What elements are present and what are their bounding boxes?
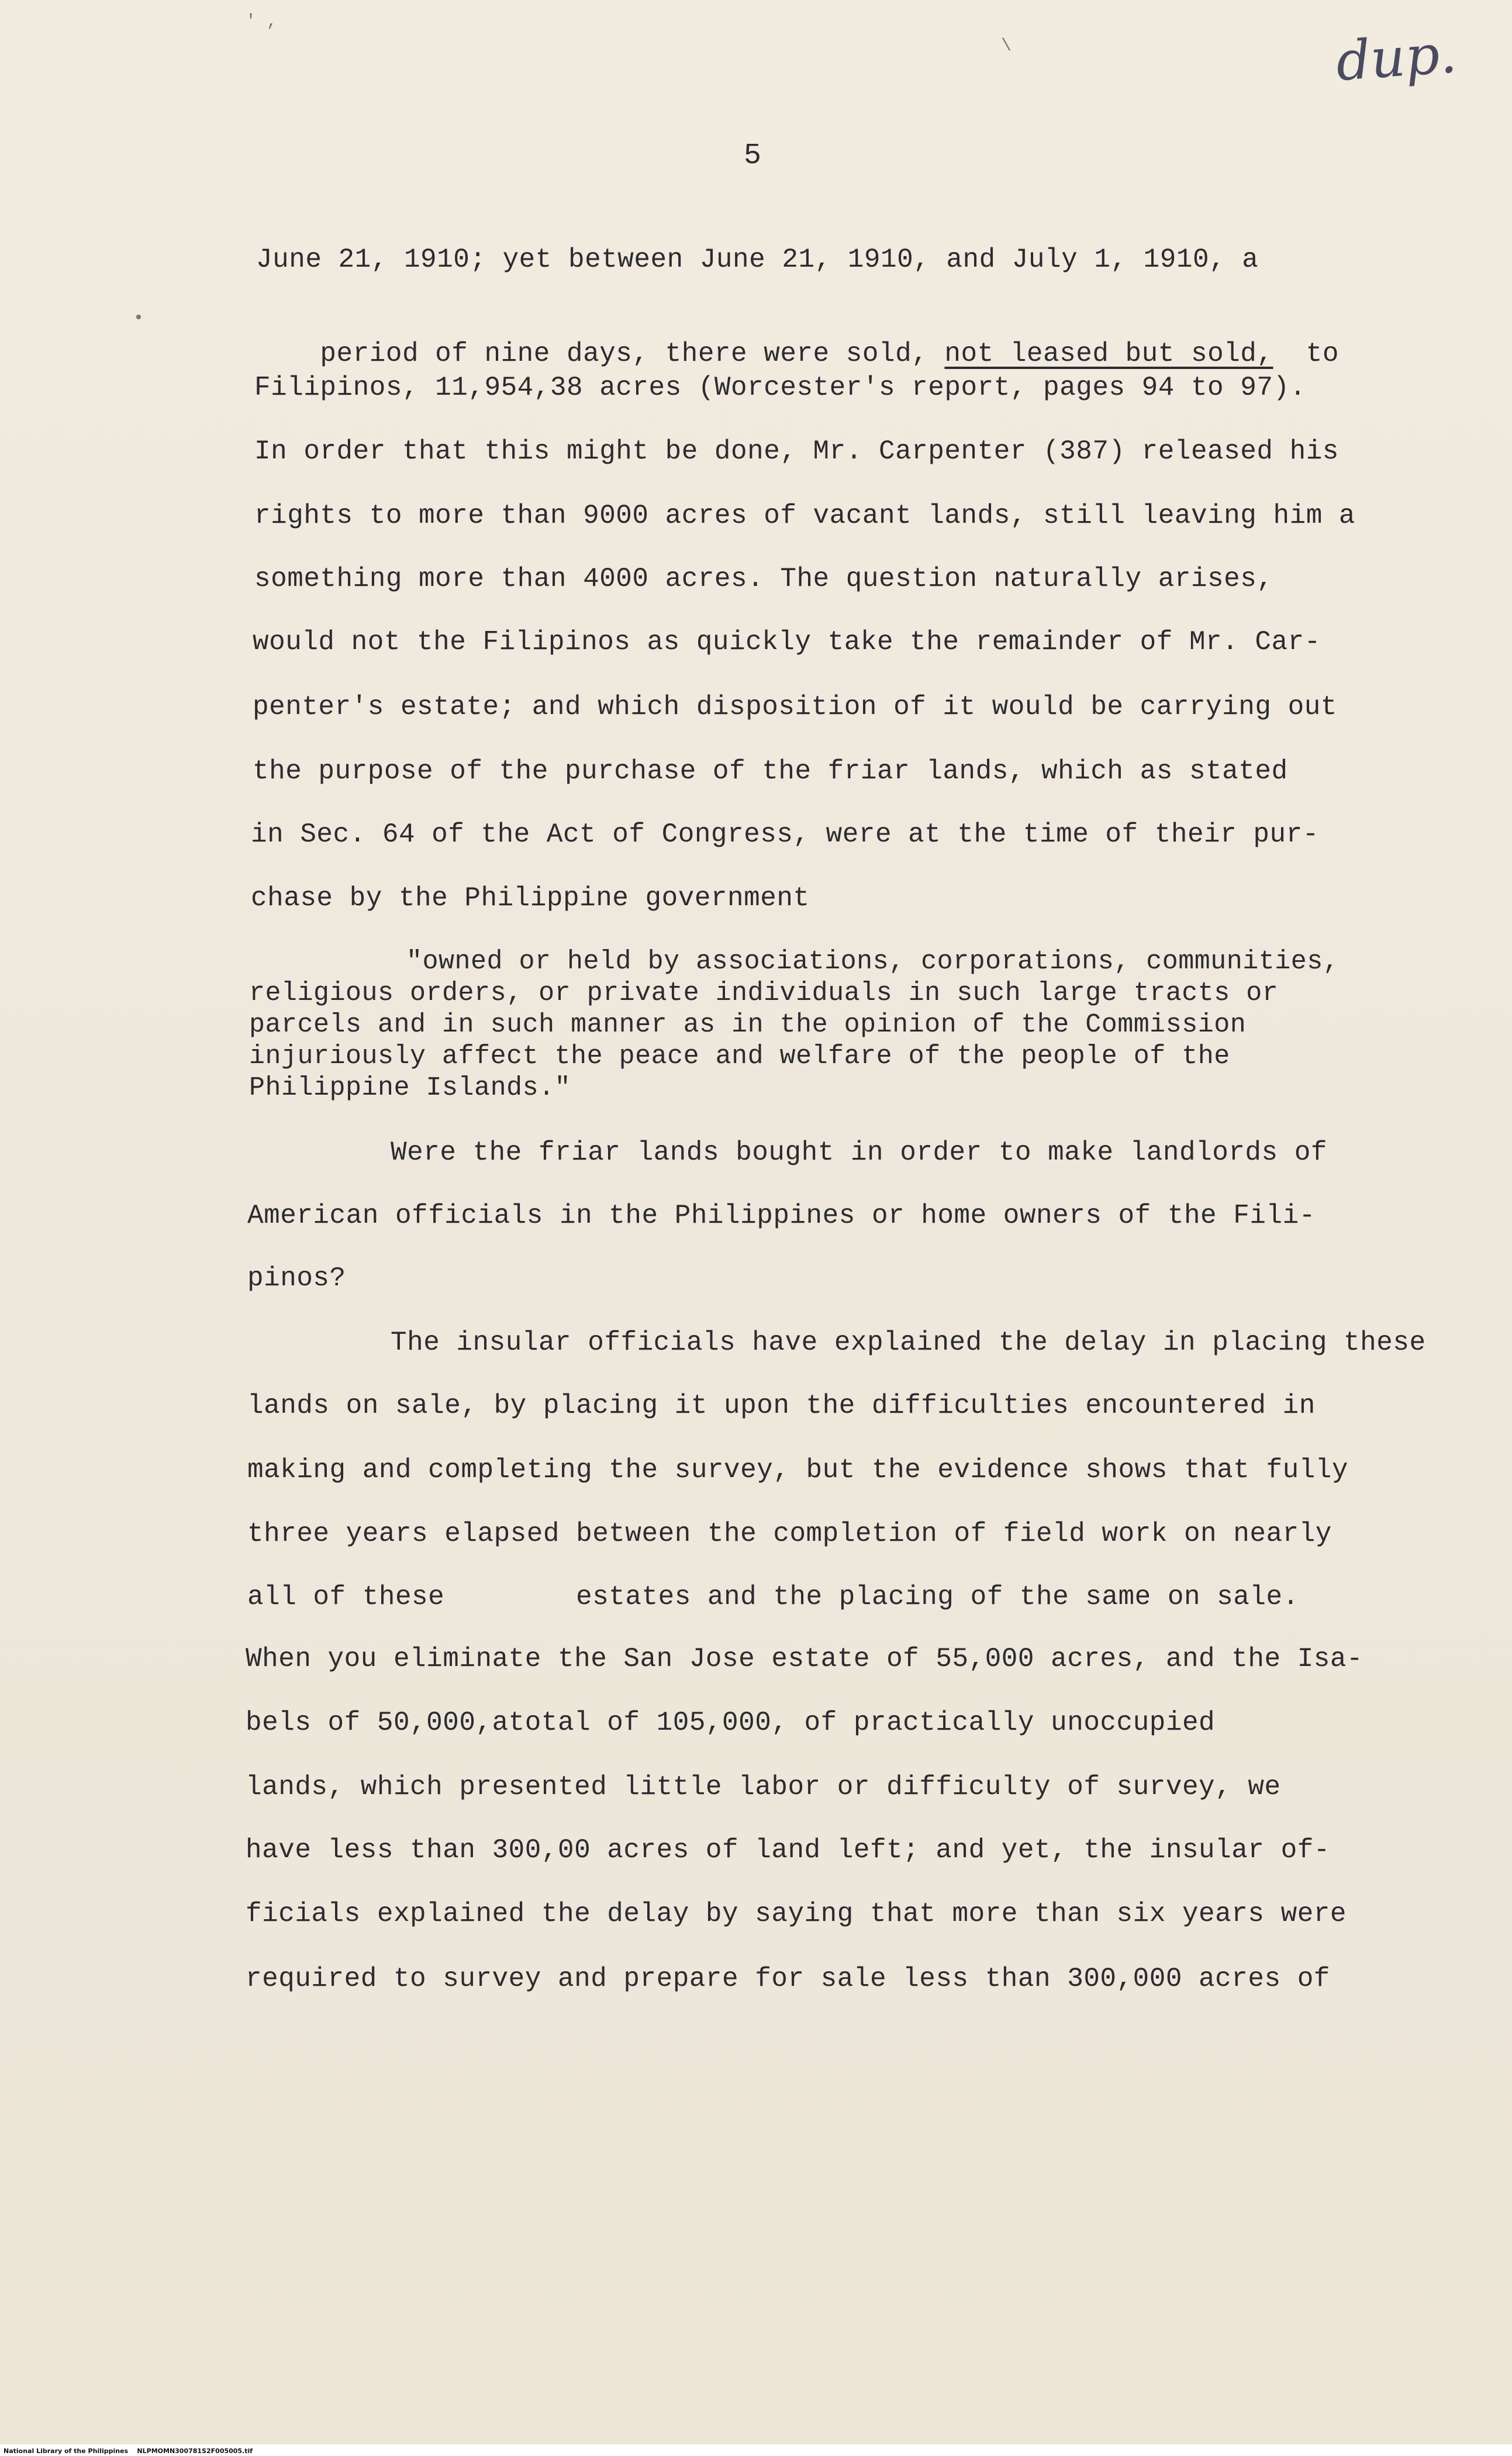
underlined-phrase: not leased but sold, xyxy=(944,339,1273,369)
text-line: Filipinos, 11,954,38 acres (Worcester's report, pages 94 to 97). xyxy=(254,372,1306,403)
text-line: ficials explained the delay by saying that more than six years were xyxy=(246,1899,1347,1929)
text-line: June 21, 1910; yet between June 21, 1910, and July 1, 1910, a xyxy=(256,244,1259,275)
text-line: something more than 4000 acres. The question naturally arises, xyxy=(254,564,1273,594)
quote-line: "owned or held by associations, corporations, communities, xyxy=(406,947,1340,977)
quote-line: parcels and in such manner as in the opinion of the Commission xyxy=(249,1010,1247,1040)
text-line: would not the Filipinos as quickly take the remainder of Mr. Car- xyxy=(253,627,1321,657)
text-line: in Sec. 64 of the Act of Congress, were at the time of their pur- xyxy=(251,819,1319,850)
text-line: bels of 50,000,atotal of 105,000, of practically unoccupied xyxy=(246,1708,1216,1738)
text-line: all of these estates and the placing of the same on sale. xyxy=(247,1582,1299,1612)
text-segment: to xyxy=(1306,339,1339,369)
text-line: When you eliminate the San Jose estate of 55,000 acres, and the Isa- xyxy=(246,1644,1363,1674)
text-line: penter's estate; and which disposition of it would be carrying out xyxy=(253,692,1337,722)
text-line: lands on sale, by placing it upon the difficulties encountered in xyxy=(247,1391,1316,1421)
text-line: rights to more than 9000 acres of vacant lands, still leaving him a xyxy=(254,501,1356,531)
text-line: American officials in the Philippines or home owners of the Fili- xyxy=(247,1201,1316,1231)
scan-speck: \ xyxy=(1001,36,1012,56)
text-line: In order that this might be done, Mr. Carpenter (387) released his xyxy=(254,436,1339,467)
text-line: the purpose of the purchase of the friar lands, which as stated xyxy=(253,756,1288,787)
text-line: chase by the Philippine government xyxy=(251,883,810,913)
text-line: The insular officials have explained the delay in placing these xyxy=(391,1327,1426,1358)
text-segment: period of nine days, there were sold, xyxy=(320,339,928,369)
text-line: required to survey and prepare for sale less than 300,000 acres of xyxy=(246,1964,1330,1994)
text-line: Were the friar lands bought in order to make landlords of xyxy=(391,1137,1327,1168)
text-line: making and completing the survey, but the evidence shows that fully xyxy=(247,1455,1349,1485)
handwritten-annotation: dup. xyxy=(1334,22,1459,94)
scan-speck: • xyxy=(133,309,144,329)
page-number: 5 xyxy=(744,139,762,173)
quote-line: Philippine Islands." xyxy=(249,1073,571,1103)
quote-line: religious orders, or private individuals in such large tracts or xyxy=(249,978,1279,1008)
text-line: lands, which presented little labor or difficulty of survey, we xyxy=(246,1772,1281,1802)
text-line: pinos? xyxy=(247,1263,346,1293)
text-line: three years elapsed between the completion of field work on nearly xyxy=(247,1519,1332,1549)
quote-line: injuriously affect the peace and welfare of the people of the xyxy=(249,1041,1230,1071)
text-line: have less than 300,00 acres of land left; and yet, the insular of- xyxy=(246,1835,1330,1865)
scan-speck: ' , xyxy=(246,12,278,32)
scan-footer-label: National Library of the Philippines NLPMOMN300781S2F005005.tif xyxy=(4,2447,253,2455)
